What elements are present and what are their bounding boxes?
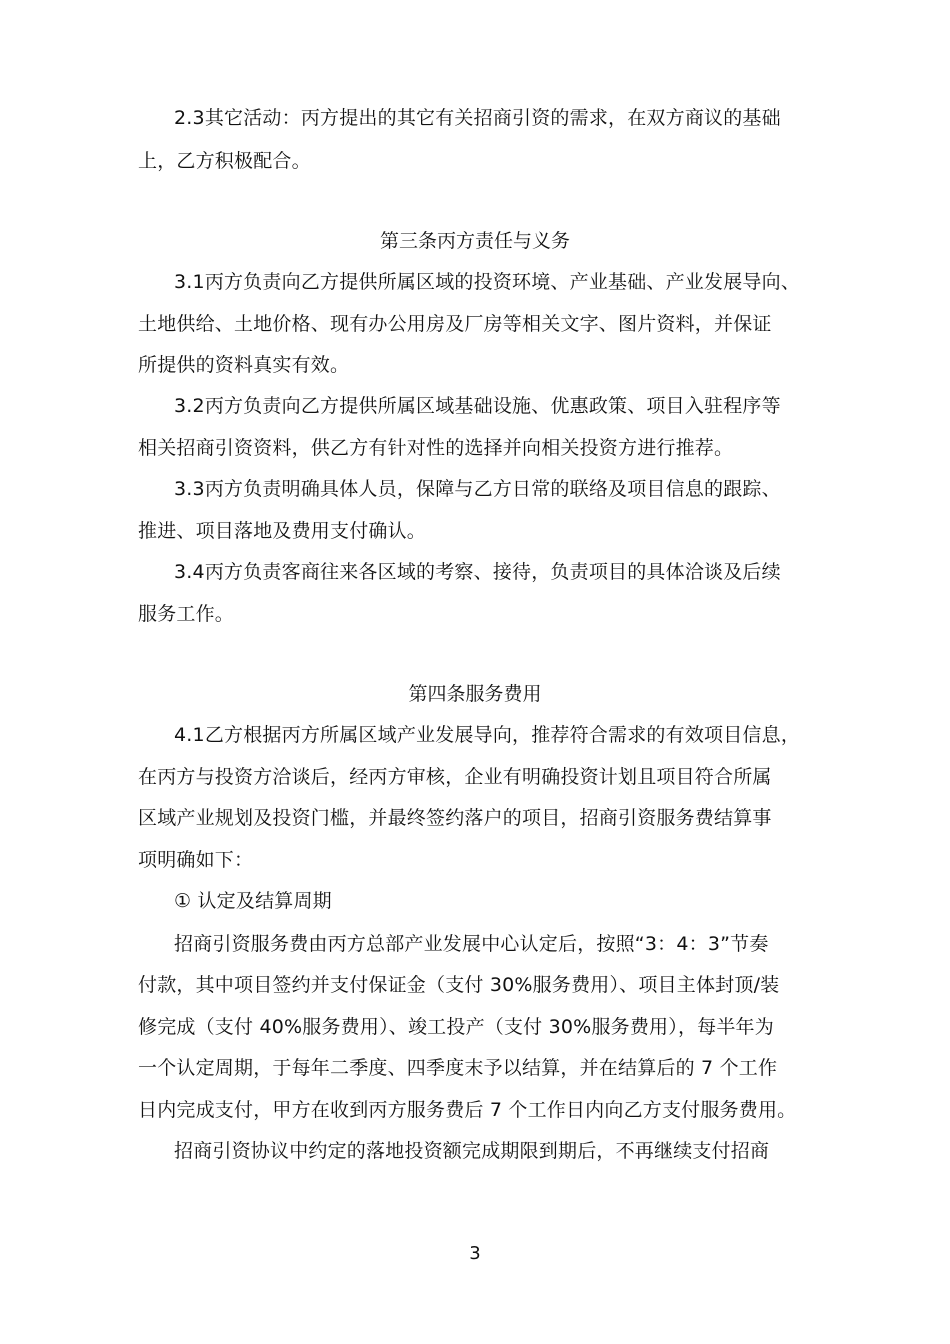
paragraph-fee-line-5: 日内完成支付，甲方在收到丙方服务费后 7 个工作日内向乙方支付服务费用。 <box>138 1099 797 1121</box>
paragraph-fee-line-3: 修完成（支付 40%服务费用）、竣工投产（支付 30%服务费用），每半年为 <box>138 1016 774 1038</box>
paragraph-4-1-line-3: 区域产业规划及投资门槛，并最终签约落户的项目，招商引资服务费结算事 <box>138 807 772 829</box>
paragraph-2-3-line-1: 2.3其它活动：丙方提出的其它有关招商引资的需求，在双方商议的基础 <box>174 107 781 129</box>
paragraph-4-1-line-1: 4.1乙方根据丙方所属区域产业发展导向，推荐符合需求的有效项目信息， <box>174 724 801 746</box>
paragraph-4-1-line-4: 项明确如下： <box>138 849 254 871</box>
paragraph-3-3-line-1: 3.3丙方负责明确具体人员，保障与乙方日常的联络及项目信息的跟踪、 <box>174 478 781 500</box>
paragraph-3-3-line-2: 推进、项目落地及费用支付确认。 <box>138 520 427 542</box>
paragraph-fee-line-1: 招商引资服务费由丙方总部产业发展中心认定后，按照“3：4：3”节奏 <box>174 933 769 955</box>
paragraph-3-2-line-2: 相关招商引资资料，供乙方有针对性的选择并向相关投资方进行推荐。 <box>138 437 734 459</box>
subheading-settlement-cycle: ① 认定及结算周期 <box>174 890 332 912</box>
paragraph-3-1-line-1: 3.1丙方负责向乙方提供所属区域的投资环境、产业基础、产业发展导向、 <box>174 271 801 293</box>
paragraph-deadline-line-1: 招商引资协议中约定的落地投资额完成期限到期后，不再继续支付招商 <box>174 1140 770 1162</box>
paragraph-2-3-line-2: 上，乙方积极配合。 <box>138 150 311 172</box>
paragraph-3-1-line-3: 所提供的资料真实有效。 <box>138 354 350 376</box>
section-heading-article-3: 第三条丙方责任与义务 <box>379 230 570 252</box>
paragraph-fee-line-4: 一个认定周期，于每年二季度、四季度末予以结算，并在结算后的 7 个工作 <box>138 1057 778 1079</box>
page-number: 3 <box>469 1243 481 1264</box>
paragraph-4-1-line-2: 在丙方与投资方洽谈后，经丙方审核，企业有明确投资计划且项目符合所属 <box>138 766 772 788</box>
paragraph-3-1-line-2: 土地供给、土地价格、现有办公用房及厂房等相关文字、图片资料，并保证 <box>138 313 772 335</box>
paragraph-3-4-line-1: 3.4丙方负责客商往来各区域的考察、接待，负责项目的具体洽谈及后续 <box>174 561 781 583</box>
section-heading-article-4: 第四条服务费用 <box>408 683 542 705</box>
paragraph-3-2-line-1: 3.2丙方负责向乙方提供所属区域基础设施、优惠政策、项目入驻程序等 <box>174 395 781 417</box>
paragraph-3-4-line-2: 服务工作。 <box>138 603 235 625</box>
paragraph-fee-line-2: 付款，其中项目签约并支付保证金（支付 30%服务费用）、项目主体封顶/装 <box>138 974 780 996</box>
